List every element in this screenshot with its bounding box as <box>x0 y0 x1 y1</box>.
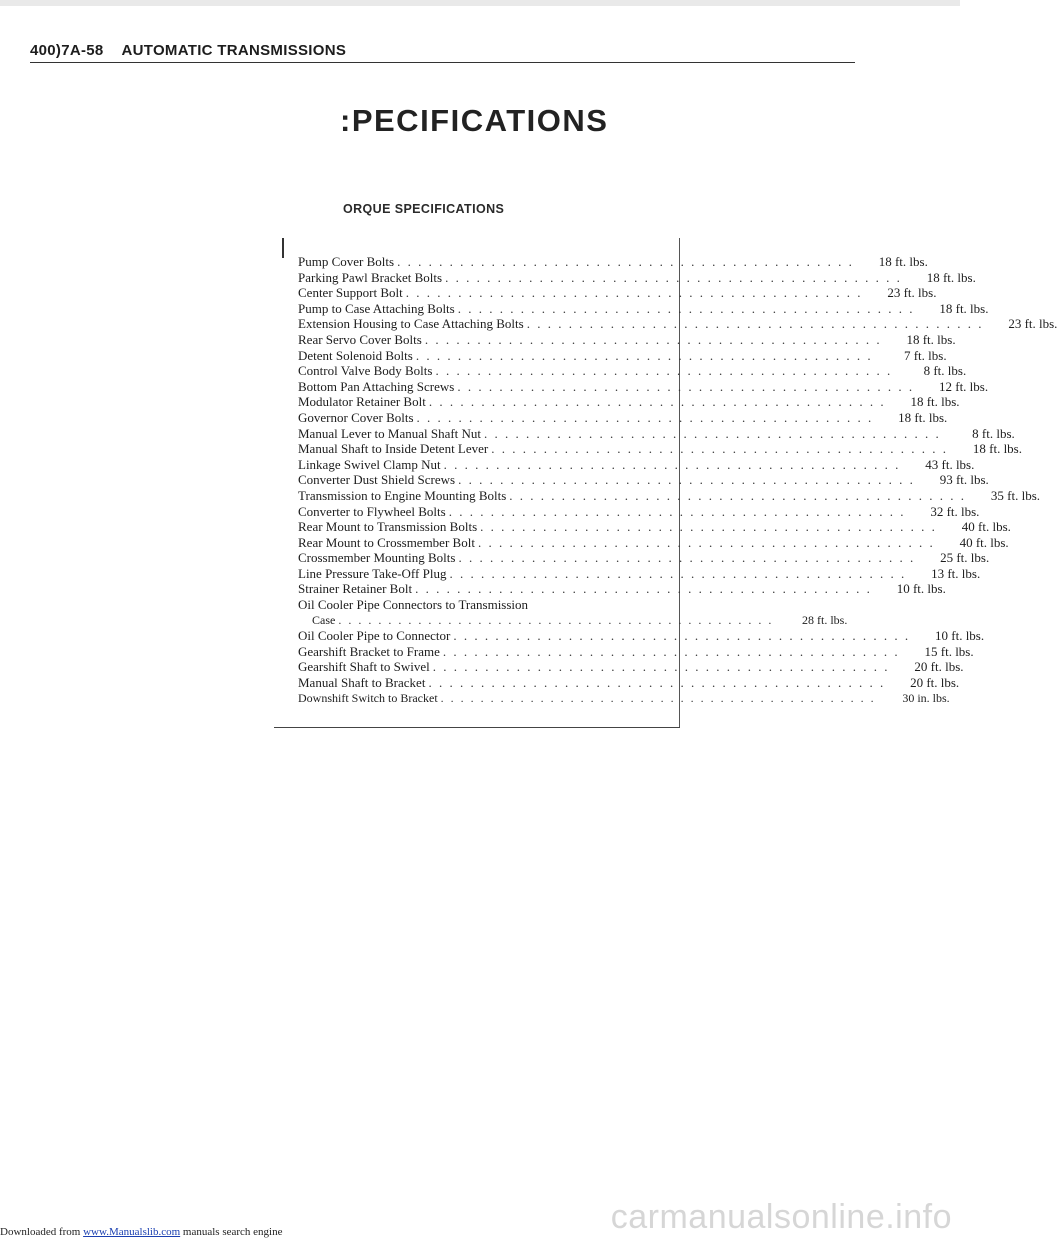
spec-value: 35 ft. lbs. <box>990 487 1041 503</box>
leader-dots: . . . . . . . . . . . . . . . . . . . . . . . . . . . . . . . . . . . . . . . . . . . . <box>448 503 906 519</box>
spec-label: Modulator Retainer Bolt <box>298 394 426 410</box>
leader-dots: . . . . . . . . . . . . . . . . . . . . . . . . . . . . . . . . . . . . . . . . . . . . <box>453 628 911 644</box>
spec-row <box>298 597 672 613</box>
box-left-tick <box>282 238 284 258</box>
spec-row <box>298 425 1015 442</box>
spec-value: 7 ft. lbs. <box>903 347 947 363</box>
spec-value: 10 ft. lbs. <box>935 628 985 644</box>
leader-dots: . . . . . . . . . . . . . . . . . . . . . . . . . . . . . . . . . . . . . . . . . . . . <box>449 565 907 581</box>
leader-dots: . . . . . . . . . . . . . . . . . . . . . . . . . . . . . . . . . . . . . . . . . . . . <box>440 690 876 705</box>
watermark: carmanualsonline.info <box>610 1198 952 1236</box>
leader-dots: . . . . . . . . . . . . . . . . . . . . . . . . . . . . . . . . . . . . . . . . . . . . <box>415 581 872 597</box>
leader-dots: . . . . . . . . . . . . . . . . . . . . . . . . . . . . . . . . . . . . . . . . . . . . <box>458 472 915 488</box>
spec-value: 43 ft. lbs. <box>925 456 975 472</box>
spec-value: 28 ft. lbs. <box>801 612 848 627</box>
leader-dots: . . . . . . . . . . . . . . . . . . . . . . . . . . . . . . . . . . . . . . . . . . . . <box>526 316 984 332</box>
spec-row <box>298 675 960 691</box>
page-title: :PECIFICATIONS <box>340 103 609 138</box>
spec-row <box>298 331 956 348</box>
spec-label: Oil Cooler Pipe Connectors to Transmission <box>298 597 529 613</box>
leader-dots: . . . . . . . . . . . . . . . . . . . . . . . . . . . . . . . . . . . . . . . . . . . . <box>442 643 900 659</box>
spec-value: 18 ft. lbs. <box>926 269 976 285</box>
spec-row <box>298 363 967 379</box>
footer-suffix: manuals search engine <box>180 1226 283 1238</box>
table-subtitle: ORQUE SPECIFICATIONS <box>343 202 505 216</box>
spec-label: Governor Cover Bolts <box>298 409 414 425</box>
leader-dots: . . . . . . . . . . . . . . . . . . . . . . . . . . . . . . . . . . . . . . . . . . . . <box>477 534 935 550</box>
spec-label: Downshift Switch to Bracket <box>298 690 438 705</box>
leader-dots: . . . . . . . . . . . . . . . . . . . . . . . . . . . . . . . . . . . . . . . . . . . . <box>457 300 915 316</box>
leader-dots: . . . . . . . . . . . . . . . . . . . . . . . . . . . . . . . . . . . . . . . . . . . . <box>458 550 916 566</box>
spec-value: 18 ft. lbs. <box>906 331 956 347</box>
leader-dots: . . . . . . . . . . . . . . . . . . . . . . . . . . . . . . . . . . . . . . . . . . . . <box>480 519 937 535</box>
spec-label: Rear Servo Cover Bolts <box>298 331 422 347</box>
spec-value: 18 ft. lbs. <box>910 394 960 410</box>
spec-row <box>298 612 848 629</box>
spec-label: Pump to Case Attaching Bolts <box>298 300 455 316</box>
spec-row <box>298 441 1022 457</box>
spec-label: Control Valve Body Bolts <box>298 363 433 379</box>
spec-row <box>298 534 1009 551</box>
leader-dots: . . . . . . . . . . . . . . . . . . . . . . . . . . . . . . . . . . . . . . . . . . . . <box>457 378 915 394</box>
leader-dots: . . . . . . . . . . . . . . . . . . . . . . . . . . . . . . . . . . . . . . . . . . . . <box>405 285 863 301</box>
spec-label: Gearshift Bracket to Frame <box>298 643 440 659</box>
spec-label: Center Support Bolt <box>298 285 403 301</box>
leader-dots: . . . . . . . . . . . . . . . . . . . . . . . . . . . . . . . . . . . . . . . . . . . . <box>484 425 941 441</box>
spec-value: 18 ft. lbs. <box>939 300 989 316</box>
spec-label: Case <box>312 612 336 627</box>
box-bottom-edge <box>274 727 680 729</box>
spec-row <box>298 300 989 317</box>
leader-dots: . . . . . . . . . . . . . . . . . . . . . . . . . . . . . . . . . . . . . . . . . . . . <box>416 409 874 425</box>
spec-label: Strainer Retainer Bolt <box>298 581 413 597</box>
section-title: AUTOMATIC TRANSMISSIONS <box>121 42 347 59</box>
spec-value: 12 ft. lbs. <box>938 378 989 394</box>
spec-row <box>298 316 1057 332</box>
spec-value: 8 ft. lbs. <box>972 425 1015 441</box>
top-rule <box>0 0 960 6</box>
spec-label: Rear Mount to Crossmember Bolt <box>298 534 475 550</box>
spec-label: Crossmember Mounting Bolts <box>298 550 456 566</box>
spec-value: 20 ft. lbs. <box>914 659 964 675</box>
leader-dots: . . . . . . . . . . . . . . . . . . . . . . . . . . . . . . . . . . . . . . . . . . . . <box>397 254 854 269</box>
footer-link[interactable]: www.Manualslib.com <box>83 1226 181 1238</box>
spec-label: Manual Shaft to Bracket <box>298 675 426 691</box>
spec-value: 40 ft. lbs. <box>961 519 1011 535</box>
spec-row <box>298 378 989 395</box>
page-code: 400)7A-58 <box>30 42 104 59</box>
spec-value: 13 ft. lbs. <box>931 565 981 581</box>
spec-value: 15 ft. lbs. <box>924 643 974 659</box>
spec-value: 20 ft. lbs. <box>910 675 960 691</box>
footer-prefix: Downloaded from <box>0 1226 84 1238</box>
spec-label: Extension Housing to Case Attaching Bolts <box>298 316 524 332</box>
spec-row <box>298 503 980 520</box>
spec-row <box>298 472 989 488</box>
leader-dots: . . . . . . . . . . . . . . . . . . . . . . . . . . . . . . . . . . . . . . . . . . . . <box>428 394 886 410</box>
spec-row <box>298 269 976 286</box>
leader-dots: . . . . . . . . . . . . . . . . . . . . . . . . . . . . . . . . . . . . . . . . . . . . <box>424 331 882 347</box>
spec-row <box>298 628 985 644</box>
spec-row <box>298 394 960 410</box>
leader-dots: . . . . . . . . . . . . . . . . . . . . . . . . . . . . . . . . . . . . . . . . . . . . <box>432 659 890 675</box>
spec-label: Converter Dust Shield Screws <box>298 472 456 488</box>
spec-label: Detent Solenoid Bolts <box>298 347 413 363</box>
spec-row <box>298 550 990 566</box>
spec-value: 8 ft. lbs. <box>923 363 967 379</box>
spec-label: Transmission to Engine Mounting Bolts <box>298 487 507 503</box>
spec-value: 25 ft. lbs. <box>940 550 990 566</box>
leader-dots: . . . . . . . . . . . . . . . . . . . . . . . . . . . . . . . . . . . . . . . . . . . . <box>491 441 948 457</box>
spec-value: 18 ft. lbs. <box>878 254 928 269</box>
spec-row <box>298 690 950 707</box>
spec-label: Manual Lever to Manual Shaft Nut <box>298 425 482 441</box>
spec-value: 32 ft. lbs. <box>930 503 980 519</box>
spec-label: Rear Mount to Transmission Bolts <box>298 519 478 535</box>
spec-row <box>298 659 964 675</box>
leader-dots: . . . . . . . . . . . . . . . . . . . . . . . . . . . . . . . . . . . . . . . . . . . . <box>443 456 901 472</box>
spec-list <box>298 254 1057 706</box>
spec-label: Linkage Swivel Clamp Nut <box>298 456 441 472</box>
leader-dots: . . . . . . . . . . . . . . . . . . . . . . . . . . . . . . . . . . . . . . . . . . . . <box>435 363 893 379</box>
page-header <box>30 42 855 63</box>
spec-label: Bottom Pan Attaching Screws <box>298 378 455 394</box>
spec-value: 23 ft. lbs. <box>1008 316 1057 332</box>
spec-label: Parking Pawl Bracket Bolts <box>298 269 443 285</box>
spec-row <box>298 285 937 301</box>
spec-label: Converter to Flywheel Bolts <box>298 503 446 519</box>
spec-value: 40 ft. lbs. <box>959 534 1009 550</box>
spec-value: 18 ft. lbs. <box>972 441 1022 457</box>
spec-value: 10 ft. lbs. <box>896 581 946 597</box>
spec-row <box>298 581 946 597</box>
spec-row <box>298 519 1011 535</box>
spec-label: Pump Cover Bolts <box>298 254 395 269</box>
spec-value: 93 ft. lbs. <box>939 472 989 488</box>
leader-dots: . . . . . . . . . . . . . . . . . . . . . . . . . . . . . . . . . . . . . . . . . . . . <box>415 347 873 363</box>
leader-dots: . . . . . . . . . . . . . . . . . . . . . . . . . . . . . . . . . . . . . . . . . . . . <box>428 675 886 691</box>
spec-label: Line Pressure Take-Off Plug <box>298 565 447 581</box>
spec-label: Oil Cooler Pipe to Connector <box>298 628 451 644</box>
spec-row <box>298 565 981 582</box>
spec-value: 18 ft. lbs. <box>898 409 948 425</box>
spec-label: Gearshift Shaft to Swivel <box>298 659 430 675</box>
spec-row <box>298 409 948 426</box>
spec-row <box>298 347 947 364</box>
spec-row <box>298 643 974 660</box>
footer <box>0 1226 282 1238</box>
spec-box <box>282 238 1057 728</box>
leader-dots: . . . . . . . . . . . . . . . . . . . . . . . . . . . . . . . . . . . . . . . . . . . . <box>445 269 902 285</box>
spec-row <box>298 456 975 473</box>
spec-value: 30 in. lbs. <box>902 690 950 705</box>
spec-row <box>298 487 1041 504</box>
leader-dots: . . . . . . . . . . . . . . . . . . . . . . . . . . . . . . . . . . . . . . . . . . . . <box>338 612 774 627</box>
leader-dots: . . . . . . . . . . . . . . . . . . . . . . . . . . . . . . . . . . . . . . . . . . . . <box>509 487 967 503</box>
spec-label: Manual Shaft to Inside Detent Lever <box>298 441 489 457</box>
spec-row <box>298 254 928 270</box>
spec-value: 23 ft. lbs. <box>887 285 937 301</box>
